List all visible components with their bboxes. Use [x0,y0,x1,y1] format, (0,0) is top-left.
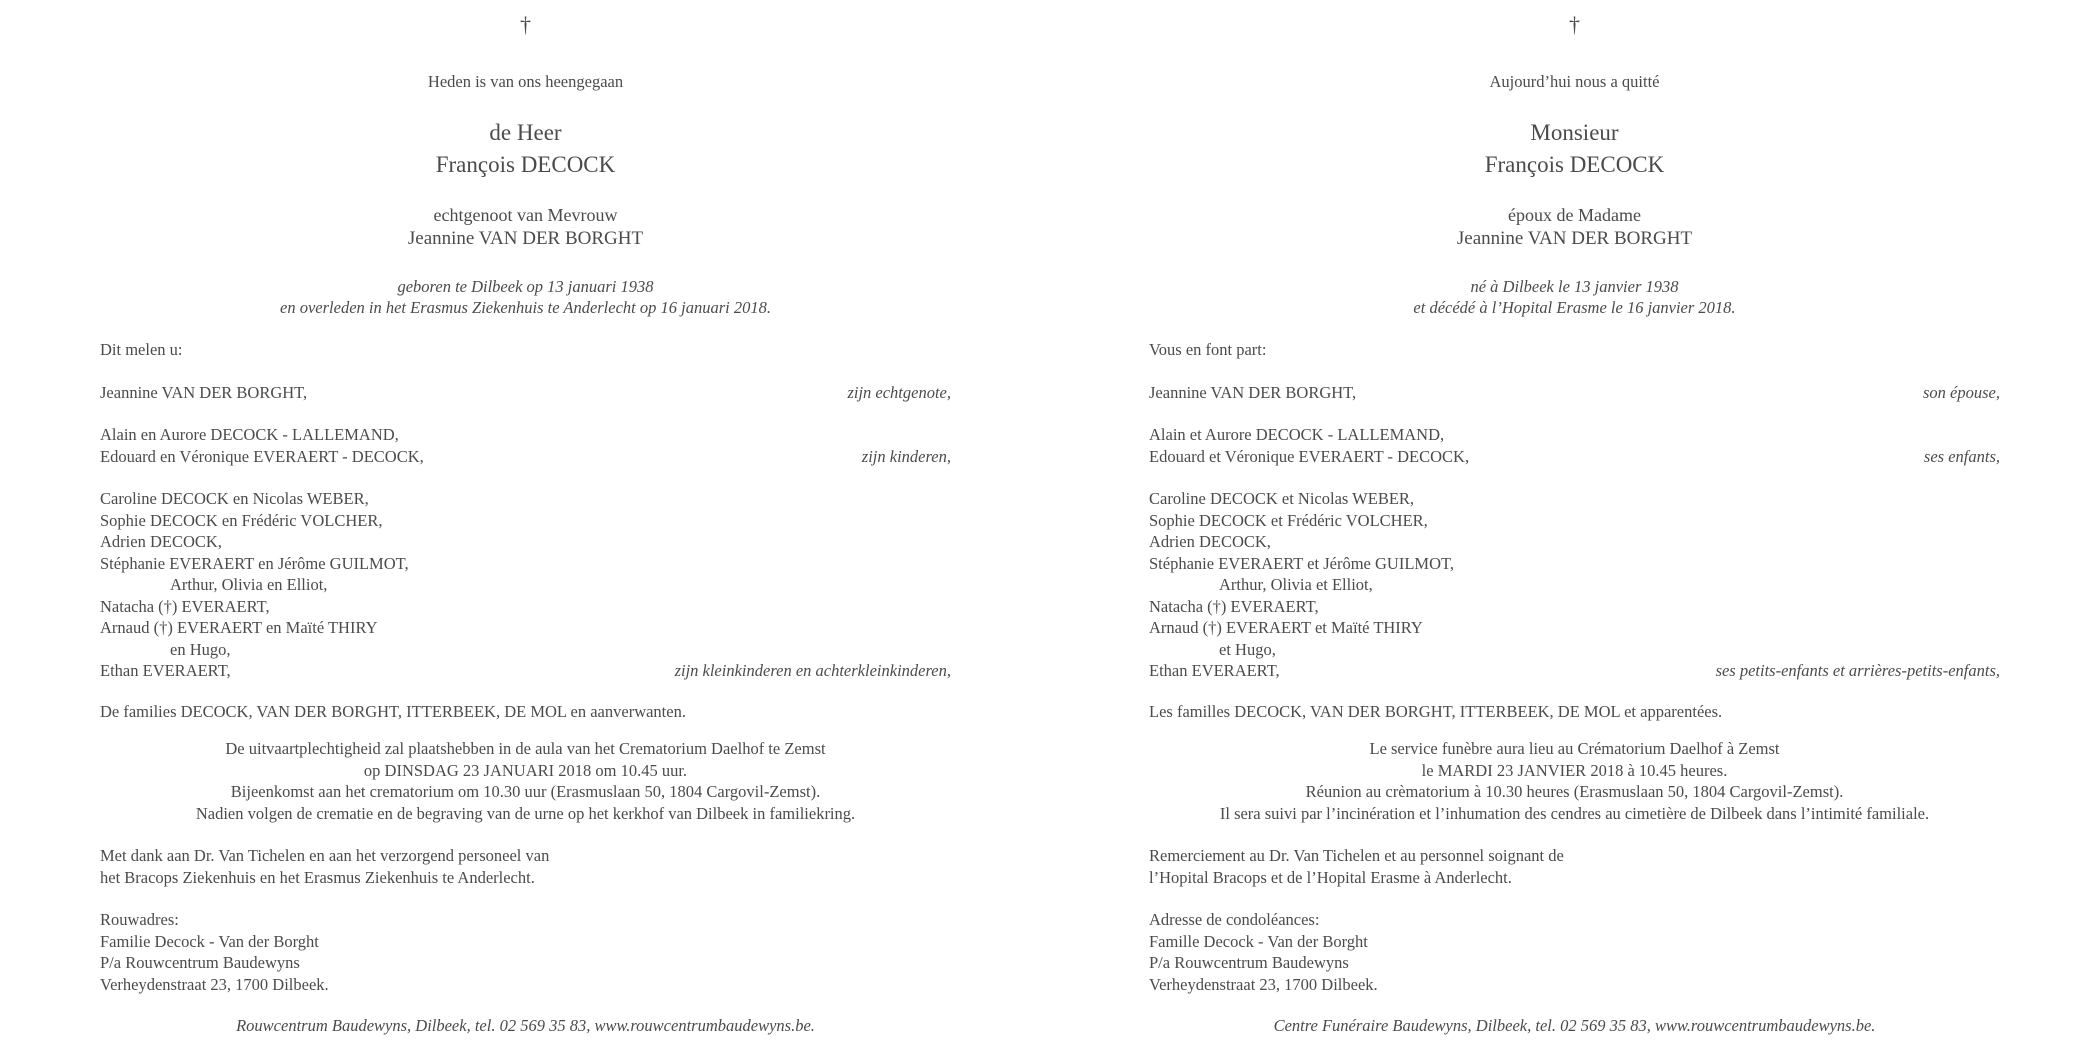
child-line: Alain et Aurore DECOCK - LALLEMAND, [1149,425,1445,444]
thanks-line: l’Hopital Bracops et de l’Hopital Erasme à Anderlecht. [1149,867,1512,887]
thanks-line: het Bracops Ziekenhuis en het Erasmus Ziekenhuis te Anderlecht. [100,867,535,887]
grandchildren-role: zijn kleinkinderen en achterkleinkinderen, [674,661,951,680]
spouse-block [100,203,951,251]
ceremony-line: Le service funèbre aura lieu au Crématorium Daelhof à Zemst [1369,739,1780,758]
grandchild-line: Caroline DECOCK en Nicolas WEBER, [100,489,369,508]
address-line: Verheydenstraat 23, 1700 Dilbeek. [100,974,329,994]
grandchild-line: en Hugo, [170,639,231,659]
address-line: P/a Rouwcentrum Baudewyns [1149,953,1349,972]
grandchild-line: Arnaud (†) EVERAERT en Maïté THIRY [100,618,378,637]
address-line: Famille Decock - Van der Borght [1149,931,1368,951]
thanks-block [1149,845,2000,888]
intro-line: Aujourd’hui nous a quitté [1489,72,1660,91]
grandchild-line: Natacha (†) EVERAERT, [100,596,270,616]
children-block [100,424,951,467]
spouse-block [1149,203,2000,251]
address-label: Rouwadres: [100,910,179,929]
announcement-line: Vous en font part: [1149,340,1267,359]
address-line: Familie Decock - Van der Borght [100,931,319,951]
widow-role: son épouse, [1923,382,2000,402]
birth-line: geboren te Dilbeek op 13 januari 1938 [397,277,654,296]
widow-name: Jeannine VAN DER BORGHT, [1149,382,1357,402]
ceremony-line: De uitvaartplechtigheid zal plaatshebben in de aula van het Crematorium Daelhof te Zemst [225,739,826,758]
widow-row [100,382,951,404]
address-label: Adresse de condoléances: [1149,910,1320,929]
grandchild-line: Sophie DECOCK en Frédéric VOLCHER, [100,510,383,530]
ceremony-block [1149,738,2000,824]
child-line: Alain en Aurore DECOCK - LALLEMAND, [100,425,399,444]
ceremony-line: le MARDI 23 JANVIER 2018 à 10.45 heures. [1421,760,1728,780]
ceremony-block [100,738,951,824]
grandchild-line: et Hugo, [1219,639,1276,659]
honorific: de Heer [489,120,562,145]
thanks-line: Met dank aan Dr. Van Tichelen en aan het verzorgend personeel van [100,846,550,865]
thanks-line: Remerciement au Dr. Van Tichelen et au personnel soignant de [1149,846,1564,865]
widow-role: zijn echtgenote, [847,382,951,402]
grandchildren-role: ses petits-enfants et arrières-petits-enfants, [1715,661,2000,680]
grandchildren-block [1149,488,2000,682]
grandchild-line: Adrien DECOCK, [1149,532,1271,551]
families-line: Les familles DECOCK, VAN DER BORGHT, ITTERBEEK, DE MOL et apparentées. [1149,701,1723,721]
grandchild-line: Stéphanie EVERAERT et Jérôme GUILMOT, [1149,553,1454,573]
grandchild-line: Arthur, Olivia en Elliot, [170,575,328,594]
address-block [1149,909,2000,995]
ceremony-line: op DINSDAG 23 JANUARI 2018 om 10.45 uur. [363,760,688,780]
death-line: et décédé à l’Hopital Erasme le 16 janvier 2018. [1413,298,1736,317]
grandchild-line: Ethan EVERAERT, zijn kleinkinderen en achterkleinkinderen, [100,661,951,680]
dates-block [1149,276,2000,318]
title-block [1149,117,2000,181]
thanks-block [100,845,951,888]
child-line: Edouard en Véronique EVERAERT - DECOCK, zijn kinderen, [100,446,951,466]
memorial-card-french [1049,0,2098,1049]
funeral-home-footer: Centre Funéraire Baudewyns, Dilbeek, tel. 02 569 35 83, www.rouwcentrumbaudewyns.be. [1273,1016,1876,1035]
ceremony-line: Nadien volgen de crematie en de begraving van de urne op het kerkhof van Dilbeek in familiekring. [195,803,856,823]
grandchild-line: Natacha (†) EVERAERT, [1149,596,1319,616]
spouse-name: Jeannine VAN DER BORGHT [1456,228,1693,249]
grandchild-line: Adrien DECOCK, [100,532,222,551]
cross-icon: † [520,12,531,37]
children-role: ses enfants, [1923,446,2000,466]
address-line: Verheydenstraat 23, 1700 Dilbeek. [1149,974,1378,994]
deceased-name: François DECOCK [435,152,616,177]
death-line: en overleden in het Erasmus Ziekenhuis te Anderlecht op 16 januari 2018. [280,298,771,317]
announcement-line: Dit melen u: [100,340,183,359]
honorific: Monsieur [1530,120,1619,145]
grandchild-line: Arnaud (†) EVERAERT et Maïté THIRY [1149,618,1423,637]
child-line: Edouard et Véronique EVERAERT - DECOCK, ses enfants, [1149,446,2000,466]
birth-line: né à Dilbeek le 13 janvier 1938 [1470,277,1679,296]
widow-name: Jeannine VAN DER BORGHT, [100,382,308,402]
grandchild-line: Sophie DECOCK et Frédéric VOLCHER, [1149,510,1428,530]
address-block [100,909,951,995]
address-line: P/a Rouwcentrum Baudewyns [100,953,300,972]
families-line: De families DECOCK, VAN DER BORGHT, ITTERBEEK, DE MOL en aanverwanten. [100,701,686,721]
grandchild-line: Caroline DECOCK et Nicolas WEBER, [1149,489,1415,508]
ceremony-line: Bijeenkomst aan het crematorium om 10.30 uur (Erasmuslaan 50, 1804 Cargovil-Zemst). [230,782,821,801]
grandchildren-block [100,488,951,682]
grandchild-line: Ethan EVERAERT, ses petits-enfants et arrières-petits-enfants, [1149,661,2000,680]
intro-line: Heden is van ons heengegaan [427,72,624,91]
children-role: zijn kinderen, [861,446,951,466]
spouse-label: époux de Madame [1508,205,1641,225]
children-block [1149,424,2000,467]
dates-block [100,276,951,318]
title-block [100,117,951,181]
ceremony-line: Réunion au crèmatorium à 10.30 heures (Erasmuslaan 50, 1804 Cargovil-Zemst). [1305,782,1844,801]
funeral-home-footer: Rouwcentrum Baudewyns, Dilbeek, tel. 02 569 35 83, www.rouwcentrumbaudewyns.be. [236,1016,815,1035]
spouse-name: Jeannine VAN DER BORGHT [407,228,644,249]
cross-icon: † [1569,12,1580,37]
widow-row [1149,382,2000,404]
grandchild-line: Arthur, Olivia et Elliot, [1219,575,1373,594]
spouse-label: echtgenoot van Mevrouw [433,205,618,225]
ceremony-line: Il sera suivi par l’incinération et l’inhumation des cendres au cimetière de Dilbeek dans l’intimité familiale. [1219,803,1930,823]
grandchild-line: Stéphanie EVERAERT en Jérôme GUILMOT, [100,553,409,573]
deceased-name: François DECOCK [1484,152,1665,177]
